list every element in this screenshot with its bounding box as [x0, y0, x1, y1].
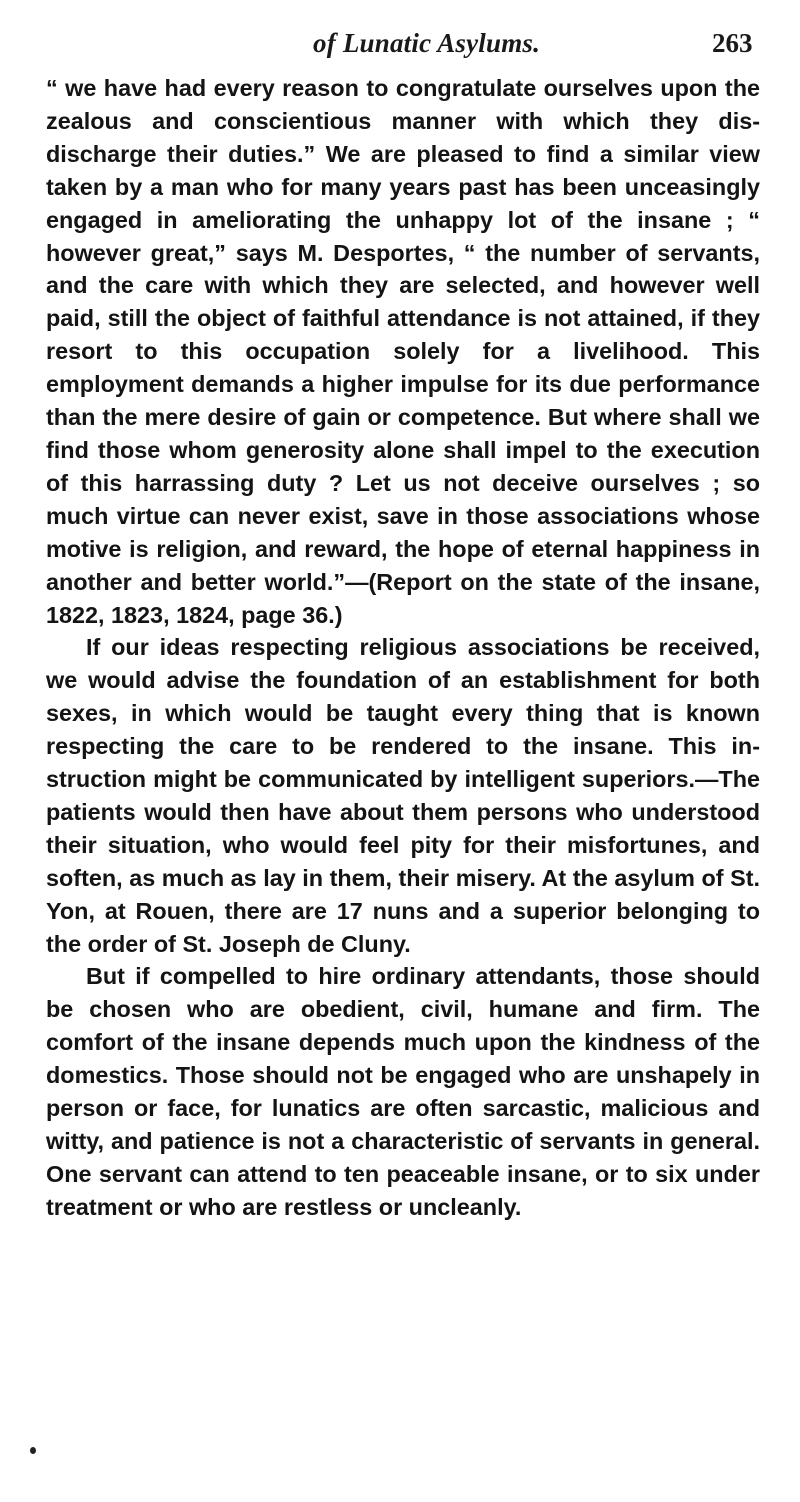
running-title: of Lunatic Asylums.: [313, 28, 541, 58]
body-text: [46, 72, 760, 1224]
paragraph-ordinary-attendants: But if compelled to hire ordinary attendants, those should be chosen who are obedient, civil, humane and firm. The comfort of the insane depends much upon the kindness of the domestics. Those should not be engaged who are unshapely in person or face, for lunatics are often sarcastic, malicious and witty, and patience is not a characteristic of servants in general. One servant can attend to ten peaceable insane, or to six under treatment or who are restless or uncleanly.: [46, 963, 760, 1220]
margin-ink-mark: [30, 1447, 36, 1454]
paragraph-religious-associations: If our ideas respecting religious associations be received, we would advise the foundation of an establishment for both sexes, in which would be taught every thing that is known respecting the care to be rendered to the insane. This instruction might be communicated by intelligent superiors.—The patients would then have about them persons who understood their situation, who would feel pity for their misfortunes, and soften, as much as lay in them, their misery. At the asylum of St. Yon, at Rouen, there are 17 nuns and a superior belonging to the order of St. Joseph de Cluny.: [46, 634, 760, 957]
running-head: [0, 22, 800, 66]
page-number: 263: [712, 28, 753, 58]
paragraph-quotation: “ we have had every reason to congratulate ourselves upon the zealous and conscientious manner with which they disdischarge their duties.” We are pleased to find a similar view taken by a man who for many years past has been unceasingly engaged in ameliorating the unhappy lot of the insane ; “ however great,” says M. Desportes, “ the number of servants, and the care with which they are selected, and however well paid, still the object of faithful attendance is not attained, if they resort to this occupation solely for a livelihood. This employment demands a higher impulse for its due performance than the mere desire of gain or competence. But where shall we find those whom generosity alone shall impel to the execution of this harrassing duty ? Let us not deceive ourselves ; so much virtue can never exist, save in those associations whose motive is religion, and reward, the hope of eternal happiness in another and better world.”—(Report on the state of the insane, 1822, 1823, 1824, page 36.): [46, 75, 760, 628]
